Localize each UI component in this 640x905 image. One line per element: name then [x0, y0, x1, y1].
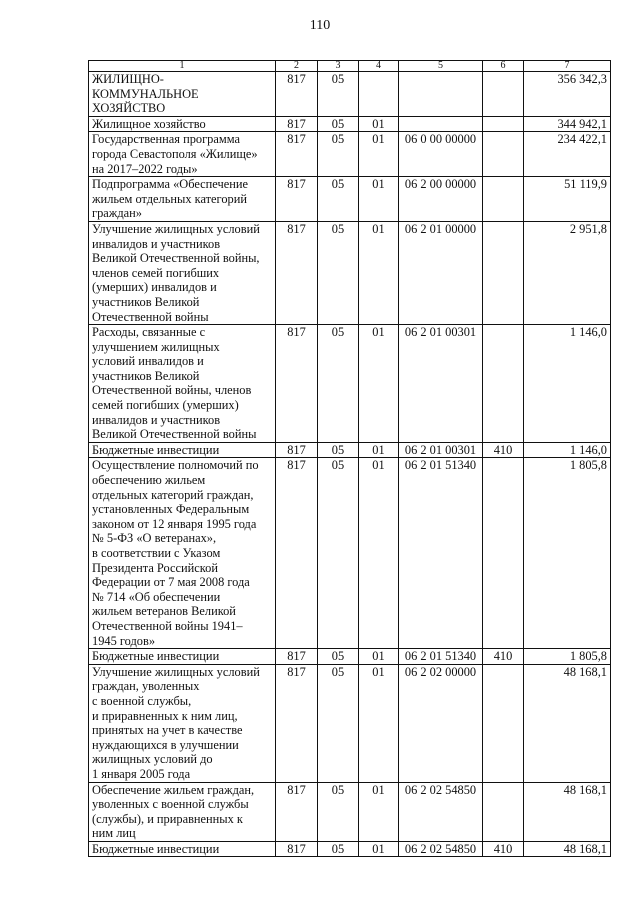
table-row	[89, 458, 611, 649]
target-article-cell: 06 2 00 00000	[399, 177, 483, 222]
target-article-cell: 06 0 00 00000	[399, 132, 483, 177]
subsection-code-cell: 01	[359, 116, 399, 132]
section-code-cell: 05	[318, 458, 359, 649]
target-article-cell: 06 2 01 00000	[399, 221, 483, 324]
item-name-cell: Улучшение жилищных условий инвалидов и участников Великой Отечественной войны, членов семей погибших (умерших) инвалидов и участников Великой Отечественной войны	[89, 221, 276, 324]
ministry-code-cell: 817	[276, 325, 318, 443]
expense-type-cell	[483, 221, 524, 324]
subsection-code-cell: 01	[359, 664, 399, 782]
item-name-cell: Бюджетные инвестиции	[89, 841, 276, 857]
target-article-cell	[399, 72, 483, 117]
table-row	[89, 221, 611, 324]
expense-type-cell	[483, 458, 524, 649]
table-row	[89, 177, 611, 222]
section-code-cell: 05	[318, 116, 359, 132]
amount-cell: 51 119,9	[524, 177, 611, 222]
expense-type-cell: 410	[483, 649, 524, 665]
table-row	[89, 132, 611, 177]
section-code-cell: 05	[318, 177, 359, 222]
table-body	[89, 72, 611, 857]
target-article-cell: 06 2 02 54850	[399, 841, 483, 857]
table-row	[89, 841, 611, 857]
subsection-code-cell: 01	[359, 325, 399, 443]
expense-type-cell: 410	[483, 442, 524, 458]
ministry-code-cell: 817	[276, 664, 318, 782]
subsection-code-cell: 01	[359, 782, 399, 841]
item-name-cell: Бюджетные инвестиции	[89, 649, 276, 665]
target-article-cell: 06 2 01 00301	[399, 325, 483, 443]
item-name-cell: Улучшение жилищных условий граждан, уволенных с военной службы, и приравненных к ним лиц, принятых на учет в качестве нуждающихся в улучшении жилищных условий до 1 января 2005 года	[89, 664, 276, 782]
target-article-cell: 06 2 01 51340	[399, 649, 483, 665]
subsection-code-cell: 01	[359, 458, 399, 649]
column-header-6: 6	[483, 61, 524, 72]
target-article-cell: 06 2 02 54850	[399, 782, 483, 841]
ministry-code-cell: 817	[276, 132, 318, 177]
item-name-cell: Бюджетные инвестиции	[89, 442, 276, 458]
ministry-code-cell: 817	[276, 72, 318, 117]
ministry-code-cell: 817	[276, 221, 318, 324]
column-header-4: 4	[359, 61, 399, 72]
column-number-row	[89, 61, 611, 72]
section-code-cell: 05	[318, 841, 359, 857]
amount-cell: 2 951,8	[524, 221, 611, 324]
amount-cell: 48 168,1	[524, 841, 611, 857]
amount-cell: 1 146,0	[524, 442, 611, 458]
table-row	[89, 325, 611, 443]
subsection-code-cell: 01	[359, 132, 399, 177]
section-code-cell: 05	[318, 782, 359, 841]
column-header-5: 5	[399, 61, 483, 72]
ministry-code-cell: 817	[276, 782, 318, 841]
target-article-cell: 06 2 01 51340	[399, 458, 483, 649]
item-name-cell: Обеспечение жильем граждан, уволенных с военной службы (службы), и приравненных к ним лиц	[89, 782, 276, 841]
subsection-code-cell: 01	[359, 442, 399, 458]
item-name-cell: ЖИЛИЩНО- КОММУНАЛЬНОЕ ХОЗЯЙСТВО	[89, 72, 276, 117]
budget-table	[88, 60, 611, 857]
amount-cell: 1 805,8	[524, 458, 611, 649]
item-name-cell: Подпрограмма «Обеспечение жильем отдельных категорий граждан»	[89, 177, 276, 222]
table-row	[89, 782, 611, 841]
item-name-cell: Расходы, связанные с улучшением жилищных условий инвалидов и участников Великой Отечественной войны, членов семей погибших (умерших) инвалидов и участников Великой Отечественной войны	[89, 325, 276, 443]
table-row	[89, 649, 611, 665]
section-code-cell: 05	[318, 132, 359, 177]
table-row	[89, 442, 611, 458]
ministry-code-cell: 817	[276, 442, 318, 458]
page-number: 110	[309, 18, 331, 33]
section-code-cell: 05	[318, 664, 359, 782]
subsection-code-cell: 01	[359, 841, 399, 857]
amount-cell: 356 342,3	[524, 72, 611, 117]
expense-type-cell	[483, 664, 524, 782]
table-row	[89, 664, 611, 782]
expense-type-cell	[483, 72, 524, 117]
amount-cell: 234 422,1	[524, 132, 611, 177]
expense-type-cell	[483, 325, 524, 443]
expense-type-cell	[483, 177, 524, 222]
target-article-cell: 06 2 02 00000	[399, 664, 483, 782]
amount-cell: 48 168,1	[524, 782, 611, 841]
subsection-code-cell: 01	[359, 221, 399, 324]
amount-cell: 48 168,1	[524, 664, 611, 782]
section-code-cell: 05	[318, 72, 359, 117]
table-row	[89, 72, 611, 117]
table-header	[89, 61, 611, 72]
target-article-cell	[399, 116, 483, 132]
ministry-code-cell: 817	[276, 177, 318, 222]
subsection-code-cell: 01	[359, 177, 399, 222]
item-name-cell: Государственная программа города Севастополя «Жилище» на 2017–2022 годы»	[89, 132, 276, 177]
expense-type-cell	[483, 132, 524, 177]
section-code-cell: 05	[318, 442, 359, 458]
ministry-code-cell: 817	[276, 458, 318, 649]
table-row	[89, 116, 611, 132]
amount-cell: 344 942,1	[524, 116, 611, 132]
column-header-1: 1	[89, 61, 276, 72]
item-name-cell: Осуществление полномочий по обеспечению жильем отдельных категорий граждан, установленных Федеральным законом от 12 января 1995 года № 5-ФЗ «О ветеранах», в соответствии с Указом Президента Российской Федерации от 7 мая 2008 года № 714 «Об обеспечении жильем ветеранов Великой Отечественной войны 1941– 1945 годов»	[89, 458, 276, 649]
item-name-cell: Жилищное хозяйство	[89, 116, 276, 132]
section-code-cell: 05	[318, 325, 359, 443]
subsection-code-cell	[359, 72, 399, 117]
expense-type-cell	[483, 116, 524, 132]
target-article-cell: 06 2 01 00301	[399, 442, 483, 458]
column-header-7: 7	[524, 61, 611, 72]
column-header-3: 3	[318, 61, 359, 72]
section-code-cell: 05	[318, 221, 359, 324]
section-code-cell: 05	[318, 649, 359, 665]
amount-cell: 1 146,0	[524, 325, 611, 443]
ministry-code-cell: 817	[276, 116, 318, 132]
subsection-code-cell: 01	[359, 649, 399, 665]
ministry-code-cell: 817	[276, 841, 318, 857]
expense-type-cell: 410	[483, 841, 524, 857]
ministry-code-cell: 817	[276, 649, 318, 665]
column-header-2: 2	[276, 61, 318, 72]
expense-type-cell	[483, 782, 524, 841]
amount-cell: 1 805,8	[524, 649, 611, 665]
